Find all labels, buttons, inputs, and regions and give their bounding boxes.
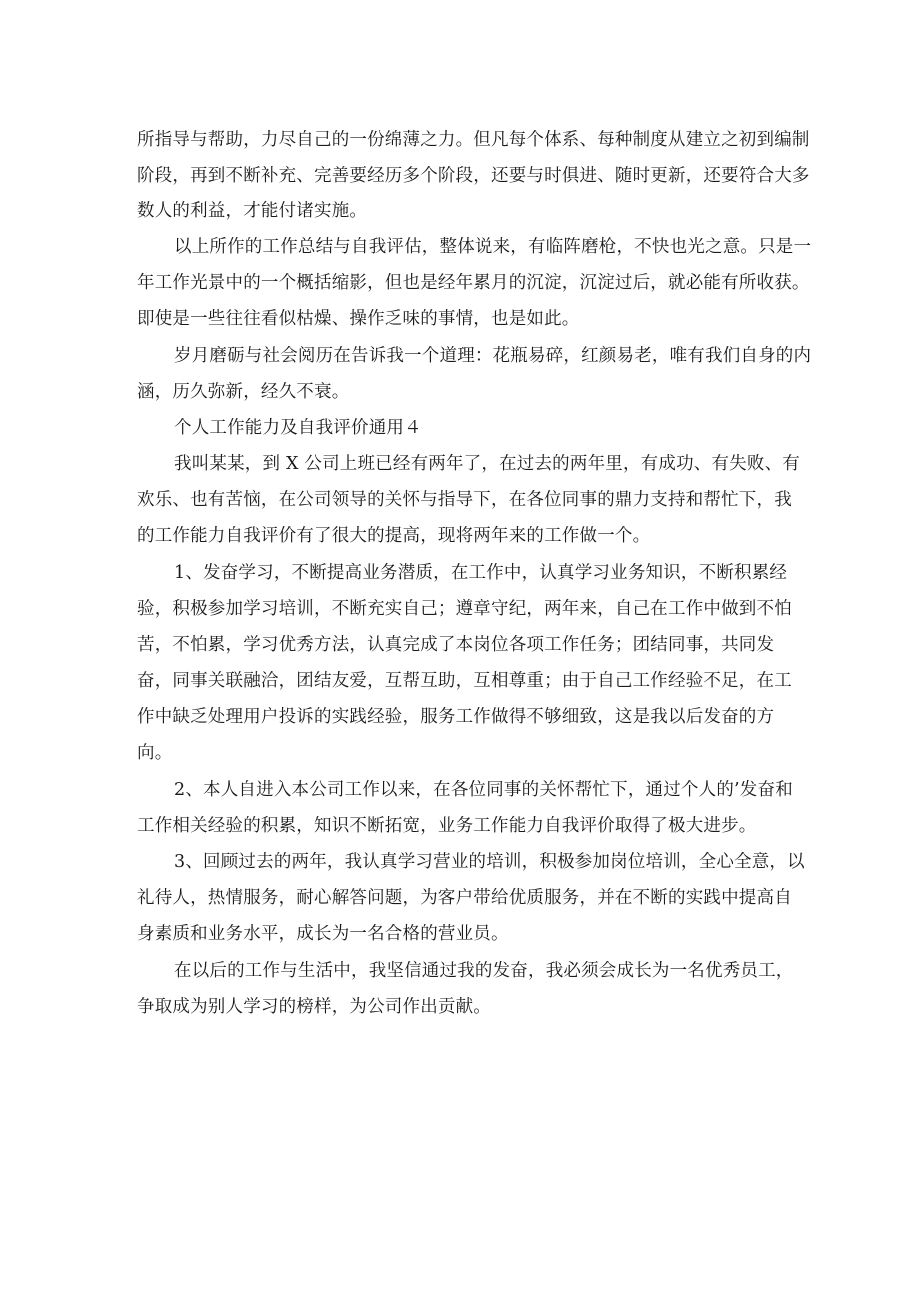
text-line: 我叫某某，到 X 公司上班已经有两年了，在过去的两年里，有成功、有失败、有 bbox=[174, 454, 800, 474]
text-line: 所指导与帮助，力尽自己的一份绵薄之力。但凡每个体系、每种制度从建立之初到编制 bbox=[137, 130, 810, 150]
text-line: 年工作光景中的一个概括缩影，但也是经年累月的沉淀，沉淀过后，就必能有所收获。 bbox=[137, 273, 810, 293]
text-line: 作中缺乏处理用户投诉的实践经验，服务工作做得不够细致，这是我以后发奋的方 bbox=[137, 707, 775, 727]
heading-text: 个人工作能力及自我评价通用４ bbox=[174, 418, 422, 438]
text-line: 争取成为别人学习的榜样，为公司作出贡献。 bbox=[137, 997, 491, 1017]
text-line: 礼待人，热情服务，耐心解答问题，为客户带给优质服务，并在不断的实践中提高自 bbox=[137, 888, 792, 908]
text-line: 阶段，再到不断补充、完善要经历多个阶段，还要与时俱进、随时更新，还要符合大多 bbox=[137, 166, 810, 186]
text-line: 向。 bbox=[137, 743, 173, 763]
text-line: 身素质和业务水平，成长为一名合格的营业员。 bbox=[137, 924, 509, 944]
text-line: 数人的利益，才能付诸实施。 bbox=[137, 201, 368, 221]
text-line: 欢乐、也有苦恼，在公司领导的关怀与指导下，在各位同事的鼎力支持和帮忙下，我 bbox=[137, 490, 792, 510]
text-line: 涵，历久弥新，经久不衰。 bbox=[137, 382, 350, 402]
text-line: 以上所作的工作总结与自我评估，整体说来，有临阵磨枪，不快也光之意。只是一 bbox=[174, 237, 812, 257]
text-line: 在以后的工作与生活中，我坚信通过我的发奋，我必须会成长为一名优秀员工， bbox=[174, 961, 794, 981]
text-line: 的工作能力自我评价有了很大的提高，现将两年来的工作做一个。 bbox=[137, 526, 651, 546]
text-line: 1、发奋学习，不断提高业务潜质，在工作中，认真学习业务知识，不断积累经 bbox=[174, 563, 788, 583]
text-line: 2、本人自进入本公司工作以来，在各位同事的关怀帮忙下，通过个人的’发奋和 bbox=[174, 780, 793, 800]
text-line: 苦，不怕累，学习优秀方法，认真完成了本岗位各项工作任务；团结同事，共同发 bbox=[137, 635, 775, 655]
text-line: 奋，同事关联融洽，团结友爱，互帮互助，互相尊重；由于自己工作经验不足，在工 bbox=[137, 671, 792, 691]
text-line: 即使是一些往往看似枯燥、操作乏味的事情，也是如此。 bbox=[137, 309, 580, 329]
text-line: 岁月磨砺与社会阅历在告诉我一个道理：花瓶易碎，红颜易老，唯有我们自身的内 bbox=[174, 346, 812, 366]
text-line: 3、回顾过去的两年，我认真学习营业的培训，积极参加岗位培训，全心全意，以 bbox=[174, 852, 805, 872]
text-line: 工作相关经验的积累，知识不断拓宽，业务工作能力自我评价取得了极大进步。 bbox=[137, 816, 757, 836]
text-line: 验，积极参加学习培训，不断充实自己；遵章守纪，两年来，自己在工作中做到不怕 bbox=[137, 599, 792, 619]
